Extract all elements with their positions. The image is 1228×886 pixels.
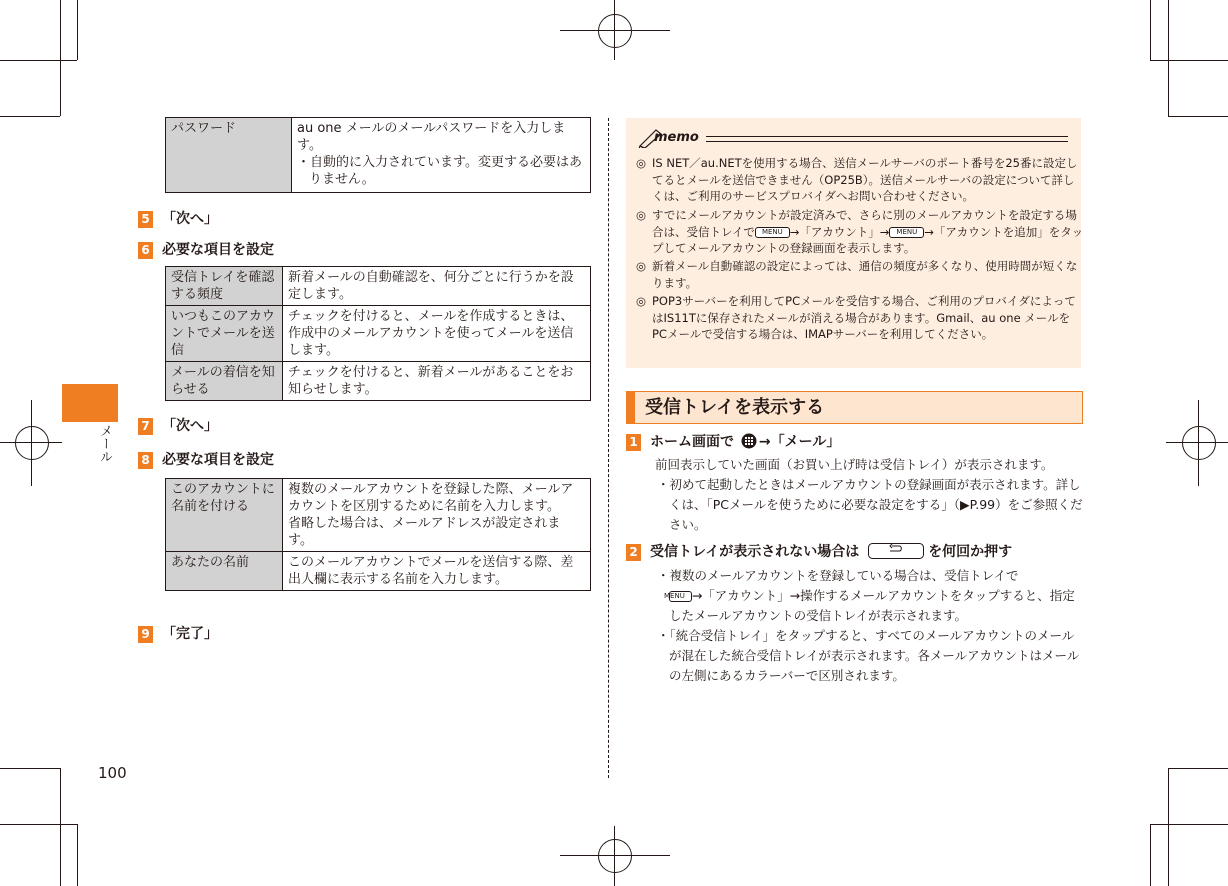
table-row bbox=[166, 552, 591, 591]
memo-text: IS NET／au.NETを使用する場合、送信メールサーバのポート番号を25番に設定してるとメールを送信できません（OP25B）。送信メールサーバの設定について詳しくは、ご利用のサービスプロバイダへお問い合わせください。 bbox=[652, 156, 1078, 203]
side-tab bbox=[62, 384, 118, 422]
page-number: 100 bbox=[98, 764, 127, 782]
step-number: 8 bbox=[138, 452, 153, 469]
table-key: パスワード bbox=[166, 118, 292, 193]
step1-description: 前回表示していた画面（お買い上げ時は受信トレイ）が表示されます。 bbox=[655, 457, 1054, 472]
column-divider bbox=[608, 118, 609, 778]
value-text: 複数のメールアカウントを登録した際、メールアカウントを区別するために名前を入力します。 bbox=[288, 482, 574, 514]
menu-key-icon: MENU bbox=[755, 227, 790, 238]
memo-label: memo bbox=[654, 130, 699, 145]
step-text: 「次へ」 bbox=[162, 211, 218, 227]
memo-mark: ◎ bbox=[636, 208, 647, 222]
memo-item bbox=[636, 258, 1084, 291]
table-key: いつもこのアカウントでメールを送信 bbox=[166, 306, 283, 362]
step-6 bbox=[138, 240, 274, 260]
table-key: メールの着信を知らせる bbox=[166, 362, 283, 401]
memo-item bbox=[636, 207, 1084, 257]
table-row bbox=[166, 362, 591, 401]
table-key: あなたの名前 bbox=[166, 552, 283, 591]
memo-text: →「アカウント」→ bbox=[789, 224, 890, 239]
memo-item bbox=[636, 155, 1084, 205]
section-title: 受信トレイを表示する bbox=[645, 397, 825, 418]
step1-bullet: ・初めて起動したときはメールアカウントの登録画面が表示されます。詳しくは、「PCメールを使うために必要な設定をする」（▶P.99）をご参照ください。 bbox=[657, 477, 1083, 532]
menu-key-icon: MENU bbox=[669, 591, 692, 602]
step-text: 受信トレイが表示されない場合は bbox=[650, 544, 860, 560]
step-number: 9 bbox=[138, 626, 153, 643]
section-title-box bbox=[626, 391, 1083, 424]
step-number: 1 bbox=[626, 434, 641, 451]
memo-mark: ◎ bbox=[636, 156, 647, 170]
table-value: チェックを付けると、メールを作成するときは、作成中のメールアカウントを使ってメールを送信します。 bbox=[283, 306, 591, 362]
apps-grid-icon bbox=[741, 433, 757, 449]
step-text: ホーム画面で bbox=[650, 434, 734, 450]
memo-text: 新着メール自動確認の設定によっては、通信の頻度が多くなり、使用時間が短くなります。 bbox=[652, 259, 1078, 290]
step-2 bbox=[626, 541, 1012, 563]
value-bullet: ・自動的に入力されています。変更する必要はありません。 bbox=[297, 155, 582, 187]
table-row bbox=[166, 267, 591, 306]
step-text: 「次へ」 bbox=[162, 418, 218, 434]
step-number: 7 bbox=[138, 418, 153, 435]
memo-text: →「アカウントを追加」をタップしてメールアカウントの登録画面を表示します。 bbox=[652, 224, 1084, 255]
password-table bbox=[165, 117, 591, 193]
menu-key-icon: MENU bbox=[889, 227, 924, 238]
step-5 bbox=[138, 209, 218, 229]
step-9 bbox=[138, 624, 218, 644]
table-row bbox=[166, 306, 591, 362]
step-text: →「メール」 bbox=[758, 434, 841, 450]
table-value: チェックを付けると、新着メールがあることをお知らせします。 bbox=[283, 362, 591, 401]
step-8 bbox=[138, 450, 274, 470]
memo-item bbox=[636, 293, 1084, 343]
step-text: 必要な項目を設定 bbox=[162, 242, 274, 258]
account-name-table bbox=[165, 478, 591, 591]
step-text: 「完了」 bbox=[162, 626, 218, 642]
memo-header bbox=[636, 128, 1068, 150]
table-value: 新着メールの自動確認を、何分ごとに行うかを設定します。 bbox=[283, 267, 591, 306]
step-text: を何回か押す bbox=[928, 544, 1013, 560]
memo-mark: ◎ bbox=[636, 259, 647, 273]
step-1 bbox=[626, 431, 840, 453]
back-key-icon bbox=[868, 543, 924, 559]
step2-bullet: ・「統合受信トレイ」をタップすると、すべてのメールアカウントのメールが混在した統合受信トレイが表示されます。各メールアカウントはメールの左側にあるカラーバーで区別されます。 bbox=[657, 628, 1080, 683]
value-text: au one メールのメールパスワードを入力します。 bbox=[297, 121, 566, 153]
step-number: 6 bbox=[138, 242, 153, 259]
side-tab-label: メール bbox=[97, 424, 112, 463]
step-text: 必要な項目を設定 bbox=[162, 452, 274, 468]
memo-text: POP3サーバーを利用してPCメールを受信する場合、ご利用のプロバイダによってはIS11Tに保存されたメールが消える場合があります。Gmail、au one メールをPCメールで受信する場合は、IMAPサーバーを利用してください。 bbox=[652, 294, 1076, 341]
table-value: このメールアカウントでメールを送信する際、差出人欄に表示する名前を入力します。 bbox=[283, 552, 591, 591]
table-value bbox=[283, 479, 591, 552]
table-value bbox=[292, 118, 591, 193]
value-text: 省略した場合は、メールアドレスが設定されます。 bbox=[288, 516, 561, 548]
section-title-bar bbox=[627, 392, 635, 423]
step-number: 2 bbox=[626, 544, 641, 561]
table-row bbox=[166, 479, 591, 552]
settings-table bbox=[165, 266, 591, 401]
step-7 bbox=[138, 416, 218, 436]
memo-mark: ◎ bbox=[636, 294, 647, 308]
step-number: 5 bbox=[138, 211, 153, 228]
memo-text: すでにメールアカウントが設定済みで、さらに別のメールアカウントを設定する場合は、受信トレイで bbox=[652, 208, 1077, 239]
step2-bullet: ・複数のメールアカウントを登録している場合は、受信トレイで MENU →「アカウント」→操作するメールアカウントをタップすると、指定したメールアカウントの受信トレイが表示されます。 bbox=[657, 568, 1075, 623]
table-key: 受信トレイを確認する頻度 bbox=[166, 267, 283, 306]
table-key: このアカウントに名前を付ける bbox=[166, 479, 283, 552]
